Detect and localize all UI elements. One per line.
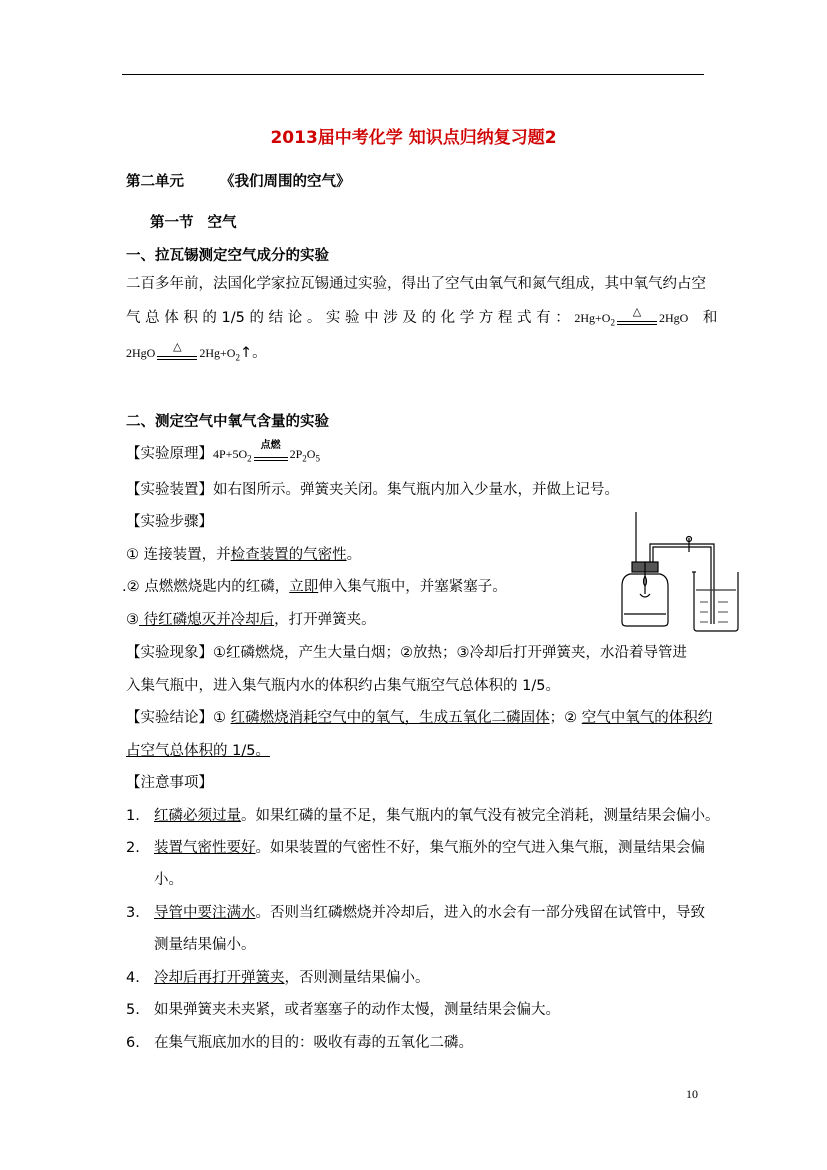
step1-text-a: 连接装置，并 bbox=[139, 547, 231, 563]
conclusion-mark-2: ；② bbox=[549, 710, 582, 726]
principle-right-sub1: 2 bbox=[302, 453, 307, 464]
note-6 bbox=[126, 1033, 473, 1053]
equation-2 bbox=[126, 341, 240, 363]
unit-label: 第二单元 bbox=[126, 174, 184, 190]
unit-heading bbox=[126, 172, 351, 192]
phenomenon-line1 bbox=[126, 643, 687, 663]
principle-line bbox=[126, 440, 320, 468]
apparatus-diagram bbox=[612, 510, 742, 634]
apparatus-text: 如右图所示。弹簧夹关闭。集气瓶内加入少量水，并做上记号。 bbox=[213, 482, 619, 498]
note-text: 。如果装置的气密性不好，集气瓶外的空气进入集气瓶，测量结果会偏 bbox=[255, 840, 705, 856]
principle-label: 【实验原理】 bbox=[126, 446, 213, 462]
eq2-left: 2HgO bbox=[126, 346, 156, 360]
note-underlined: 红磷必须过量 bbox=[154, 808, 241, 824]
step-1 bbox=[126, 545, 361, 565]
part1-line2-text: 气 总 体 积 的 1/5 的 结 论 。 实 验 中 涉 及 的 化 学 方 程 式 有 ： bbox=[126, 310, 570, 326]
note-underlined: 冷却后再打开弹簧夹 bbox=[154, 970, 285, 986]
note-number: 5. bbox=[126, 1002, 140, 1018]
step3-text-b: ，打开弹簧夹。 bbox=[274, 612, 376, 628]
principle-condition: 点燃 bbox=[260, 440, 281, 452]
conclusion-underlined-2b: 占空气总体积的 1/5。 bbox=[126, 743, 270, 759]
eq1-arrow bbox=[617, 306, 657, 329]
note-number: 4. bbox=[126, 970, 140, 986]
note-number: 2. bbox=[126, 840, 140, 856]
conclusion-mark-1: ① bbox=[213, 710, 231, 726]
section-heading bbox=[150, 213, 237, 233]
eq2-arrow bbox=[157, 341, 197, 364]
note-2-cont: 小。 bbox=[154, 872, 183, 888]
part1-line2 bbox=[126, 308, 717, 332]
and-word: 和 bbox=[702, 310, 718, 326]
step2-text-b: 伸入集气瓶中，并塞紧塞子。 bbox=[318, 579, 507, 595]
principle-right-b: O bbox=[306, 447, 316, 461]
unit-name: 《我们周围的空气》 bbox=[220, 174, 351, 190]
note-3-cont: 测量结果偏小。 bbox=[154, 937, 256, 953]
document-title: 2013届中考化学 知识点归纳复习题2 bbox=[270, 128, 557, 148]
page-number: 10 bbox=[686, 1087, 698, 1101]
eq2-condition: △ bbox=[173, 341, 182, 354]
part2-heading: 二、测定空气中氧气含量的实验 bbox=[126, 414, 329, 430]
note-5 bbox=[126, 1000, 560, 1020]
eq2-right: 2Hg+O bbox=[199, 346, 236, 360]
note-number: 3. bbox=[126, 905, 140, 921]
principle-equation bbox=[213, 440, 320, 464]
note-text: ，否则测量结果偏小。 bbox=[284, 970, 430, 986]
section-name: 空气 bbox=[207, 215, 237, 231]
step2-mark: .② bbox=[122, 579, 140, 595]
part1-line1: 二百多年前，法国化学家拉瓦锡通过实验，得出了空气由氧气和氮气组成，其中氧气约占空 bbox=[126, 276, 706, 292]
note-text: 如果弹簧夹未夹紧，或者塞塞子的动作太慢，测量结果会偏大。 bbox=[154, 1002, 560, 1018]
note-text: 。如果红磷的量不足，集气瓶内的氧气没有被完全消耗，测量结果会偏小。 bbox=[241, 808, 720, 824]
phenomenon-line2: 入集气瓶中，进入集气瓶内水的体积约占集气瓶空气总体积的 1/5。 bbox=[126, 678, 560, 694]
note-number: 6. bbox=[126, 1035, 140, 1051]
conclusion-underlined-1: 红磷燃烧消耗空气中的氧气，生成五氧化二磷固体 bbox=[230, 710, 550, 726]
steps-label: 【实验步骤】 bbox=[126, 514, 213, 530]
step-3 bbox=[126, 610, 376, 630]
apparatus-line bbox=[126, 480, 619, 500]
eq2-right-sub: 2 bbox=[235, 352, 240, 363]
section-label: 第一节 bbox=[150, 215, 194, 231]
step1-text-b: 。 bbox=[346, 547, 362, 563]
conclusion-underlined-2a: 空气中氧气的体积约 bbox=[581, 710, 713, 726]
eq1-left-sub: 2 bbox=[610, 317, 615, 328]
equation-1 bbox=[574, 306, 689, 328]
conclusion-label: 【实验结论】 bbox=[126, 710, 213, 726]
notes-label: 【注意事项】 bbox=[126, 775, 213, 791]
principle-left-sub: 2 bbox=[247, 453, 252, 464]
principle-arrow bbox=[254, 440, 288, 465]
step1-underlined: 检查装置的气密性 bbox=[230, 547, 347, 563]
note-3 bbox=[126, 903, 705, 923]
conclusion-line1 bbox=[126, 708, 712, 728]
principle-left: 4P+5O bbox=[213, 447, 248, 461]
note-2 bbox=[126, 838, 705, 858]
note-1 bbox=[126, 806, 720, 826]
principle-right-a: 2P bbox=[289, 447, 303, 461]
step2-text-a: 点燃燃烧匙内的红磷， bbox=[139, 579, 290, 595]
note-number: 1. bbox=[126, 808, 140, 824]
phenomenon-label: 【实验现象】 bbox=[126, 645, 213, 661]
step3-underlined: 待红磷熄灭并冷却后 bbox=[139, 612, 275, 628]
note-4 bbox=[126, 968, 430, 988]
eq2-end: ↑。 bbox=[239, 345, 267, 361]
part1-line3 bbox=[126, 343, 267, 367]
step-2 bbox=[122, 577, 507, 597]
note-underlined: 导管中要注满水 bbox=[154, 905, 256, 921]
conclusion-line2 bbox=[126, 741, 270, 761]
eq1-right: 2HgO bbox=[658, 311, 689, 325]
step1-mark: ① bbox=[126, 547, 139, 563]
header-rule bbox=[122, 74, 704, 75]
note-underlined: 装置气密性要好 bbox=[154, 840, 256, 856]
eq1-left: 2Hg+O bbox=[574, 311, 611, 325]
eq1-condition: △ bbox=[632, 306, 642, 319]
step3-mark: ③ bbox=[126, 612, 139, 628]
apparatus-label: 【实验装置】 bbox=[126, 482, 213, 498]
step2-underlined: 立即 bbox=[289, 579, 319, 595]
note-text: 在集气瓶底加水的目的：吸收有毒的五氧化二磷。 bbox=[154, 1035, 473, 1051]
phenomenon-text-1: ①红磷燃烧，产生大量白烟；②放热；③冷却后打开弹簧夹，水沿着导管进 bbox=[213, 645, 687, 661]
part1-heading: 一、拉瓦锡测定空气成分的实验 bbox=[126, 248, 329, 264]
principle-right-sub2: 5 bbox=[315, 453, 320, 464]
note-text: 。否则当红磷燃烧并冷却后，进入的水会有一部分残留在试管中，导致 bbox=[255, 905, 705, 921]
